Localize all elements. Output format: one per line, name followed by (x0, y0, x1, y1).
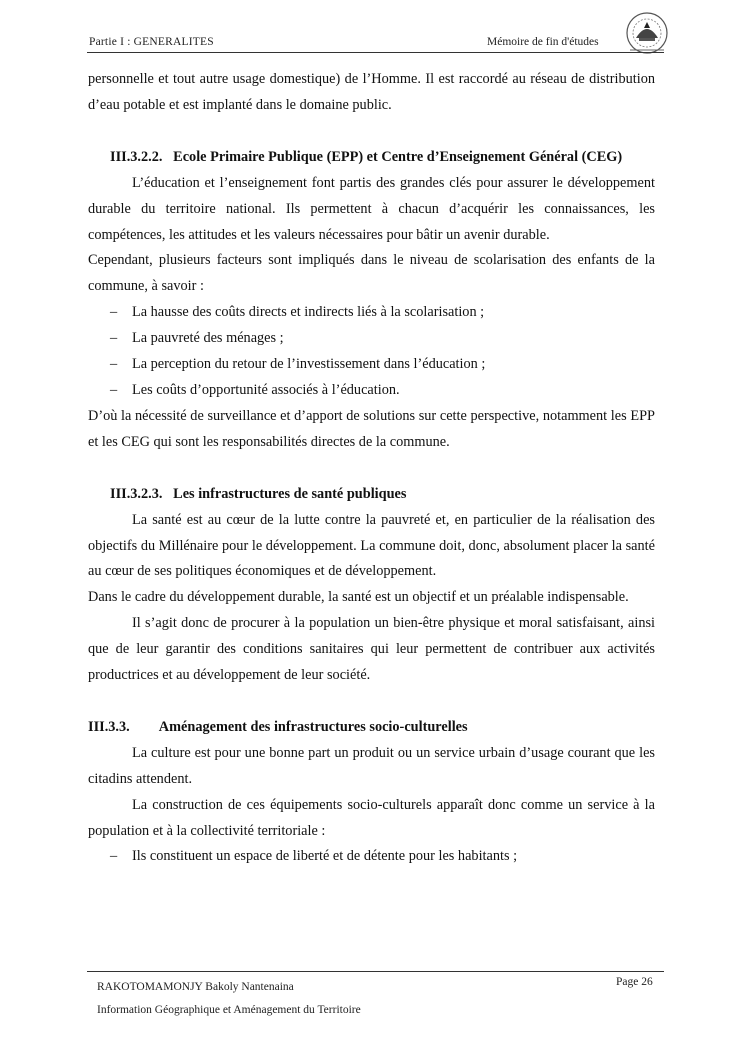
heading-amenagement-title: Aménagement des infrastructures socio-culturelles (158, 718, 468, 735)
footer-author: RAKOTOMAMONJY Bakoly Nantenaina (97, 981, 294, 993)
list-item: – La pauvreté des ménages ; (110, 330, 284, 347)
paragraph-construction: La construction de ces équipements socio-culturels apparaît donc comme un service à la population et à la collectivité territoriale : (88, 796, 655, 839)
paragraph-sante: La santé est au cœur de la lutte contre la pauvreté et, en particulier de la réalisation des objectifs du Millénaire pour le développement. La commune doit, donc, absolument placer la santé au cœur de ses politiques économiques et de développement. (88, 511, 655, 580)
culture-list (88, 844, 655, 870)
paragraph-surveillance: D’où la nécessité de surveillance et d’apport de solutions sur cette perspective, notamment les EPP et les CEG qui sont les responsabilités directes de la commune. (88, 407, 655, 450)
paragraph-durable: Dans le cadre du développement durable, la santé est un objectif et un préalable indispensable. (88, 589, 629, 606)
list-item: – La perception du retour de l’investissement dans l’éducation ; (110, 356, 486, 373)
heading-sante-title: Les infrastructures de santé publiques (173, 485, 407, 502)
footer-subtitle: Information Géographique et Aménagement du Territoire (97, 1004, 361, 1016)
list-item: – Les coûts d’opportunité associés à l’éducation. (110, 381, 400, 398)
heading-epp-number: III.3.2.2. (110, 148, 163, 165)
paragraph-factors: Cependant, plusieurs facteurs sont impliqués dans le niveau de scolarisation des enfants de la commune, à savoir : (88, 252, 655, 295)
heading-sante (88, 482, 655, 508)
page-number: Page 26 (616, 976, 653, 988)
paragraph-culture: La culture est pour une bonne part un produit ou un service urbain d’usage courant que les citadins attendent. (88, 744, 655, 787)
university-logo-icon (624, 10, 670, 56)
footer-divider (87, 971, 664, 972)
list-item: – Ils constituent un espace de liberté et de détente pour les habitants ; (110, 848, 518, 865)
header-section-title: Partie I : GENERALITES (89, 36, 214, 48)
list-item: – La hausse des coûts directs et indirects liés à la scolarisation ; (110, 304, 485, 321)
header-document-type: Mémoire de fin d'études (487, 36, 599, 48)
paragraph-continuation: personnelle et tout autre usage domestique) de l’Homme. Il est raccordé au réseau de distribution d’eau potable et est implanté dans le domaine public. (88, 71, 655, 113)
heading-sante-number: III.3.2.3. (110, 485, 163, 502)
header-divider (87, 52, 664, 53)
factor-list (88, 300, 655, 404)
paragraph-population: Il s’agit donc de procurer à la population un bien-être physique et moral satisfaisant, ainsi que de leur garantir des conditions sanitaires qui leur permettent de contribuer aux activités productrices et au développement de leur société. (88, 615, 655, 684)
paragraph-education: L’éducation et l’enseignement font partis des grandes clés pour assurer le développement durable du territoire national. Ils permettent à chacun d’acquérir les connaissances, les compétences, les attitudes et les valeurs nécessaires pour bâtir un avenir durable. (88, 174, 655, 243)
page-body (88, 67, 655, 870)
heading-amenagement-number: III.3.3. (88, 718, 130, 735)
heading-epp-title: Ecole Primaire Publique (EPP) et Centre d’Enseignement Général (CEG) (173, 148, 623, 165)
heading-epp (88, 145, 655, 171)
heading-amenagement (88, 715, 655, 741)
